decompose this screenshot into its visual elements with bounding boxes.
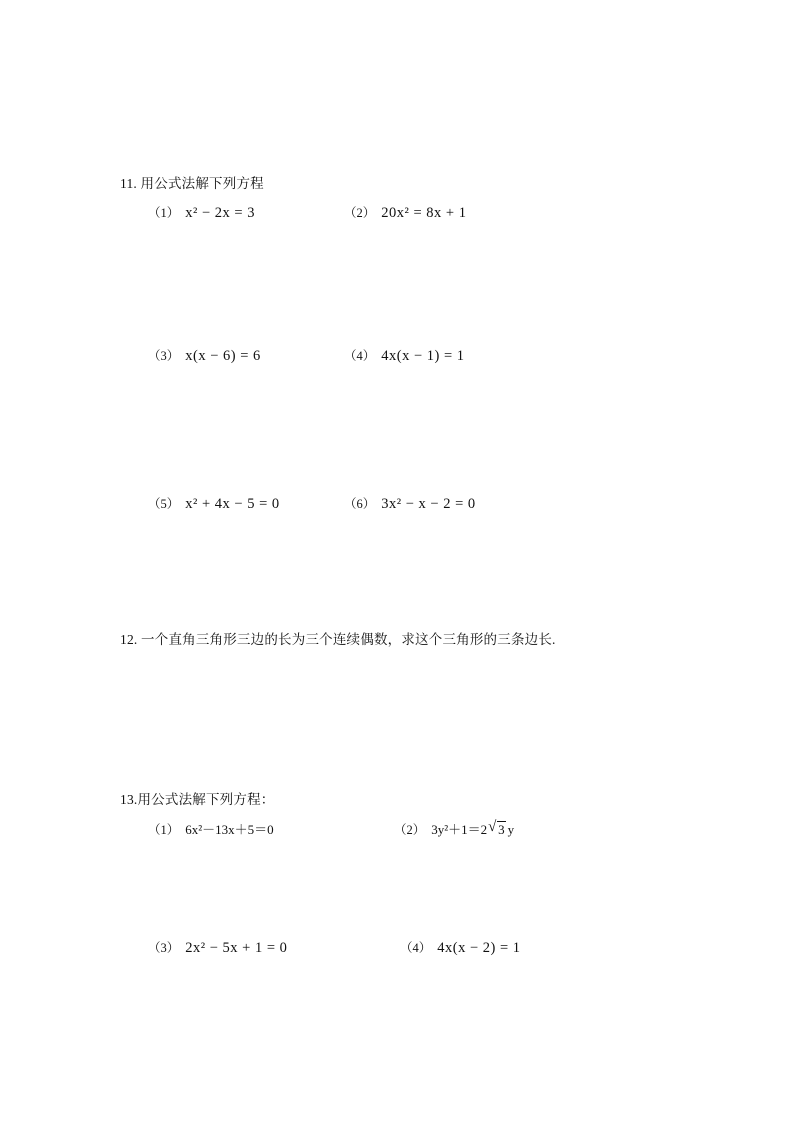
q11-item-2	[344, 203, 466, 222]
equation: x² + 4x − 5 = 0	[185, 496, 280, 512]
q13-item-2	[394, 819, 514, 838]
question-12-title: 12. 一个直角三角形三边的长为三个连续偶数，求这个三角形的三条边长.	[120, 632, 556, 647]
radical-sign-icon: √	[488, 819, 497, 835]
item-number: （5）	[148, 497, 180, 511]
q13-item-4	[400, 938, 521, 957]
item-number: （3）	[148, 349, 180, 363]
q11-item-5	[148, 494, 280, 513]
q11-item-1	[148, 203, 255, 222]
item-number: （2）	[394, 823, 426, 837]
item-number: （2）	[344, 206, 376, 220]
item-number: （6）	[344, 497, 376, 511]
equation: 20x² = 8x + 1	[381, 205, 467, 221]
equation: 4x(x − 1) = 1	[381, 348, 465, 364]
square-root	[488, 819, 506, 838]
equation-part: y	[507, 822, 515, 837]
item-number: （4）	[400, 941, 432, 955]
question-11-title: 11. 用公式法解下列方程	[120, 176, 264, 191]
question-13-title: 13.用公式法解下列方程：	[120, 792, 275, 807]
item-number: （4）	[344, 349, 376, 363]
equation: x(x − 6) = 6	[185, 348, 261, 364]
item-number: （3）	[148, 941, 180, 955]
equation: 2x² − 5x + 1 = 0	[185, 940, 288, 956]
q13-item-1	[148, 819, 274, 838]
item-number: （1）	[148, 206, 180, 220]
q11-item-4	[344, 346, 465, 365]
equation-part: 3y²＋1＝2	[431, 822, 488, 837]
q13-item-3	[148, 938, 287, 957]
equation: 3x² − x − 2 = 0	[381, 496, 476, 512]
item-number: （1）	[148, 823, 180, 837]
equation: x² − 2x = 3	[185, 205, 255, 221]
radicand: 3	[498, 822, 505, 837]
q11-item-6	[344, 494, 476, 513]
equation: 6x²－13x＋5＝0	[185, 822, 274, 837]
equation: 4x(x − 2) = 1	[437, 940, 521, 956]
q11-item-3	[148, 346, 261, 365]
